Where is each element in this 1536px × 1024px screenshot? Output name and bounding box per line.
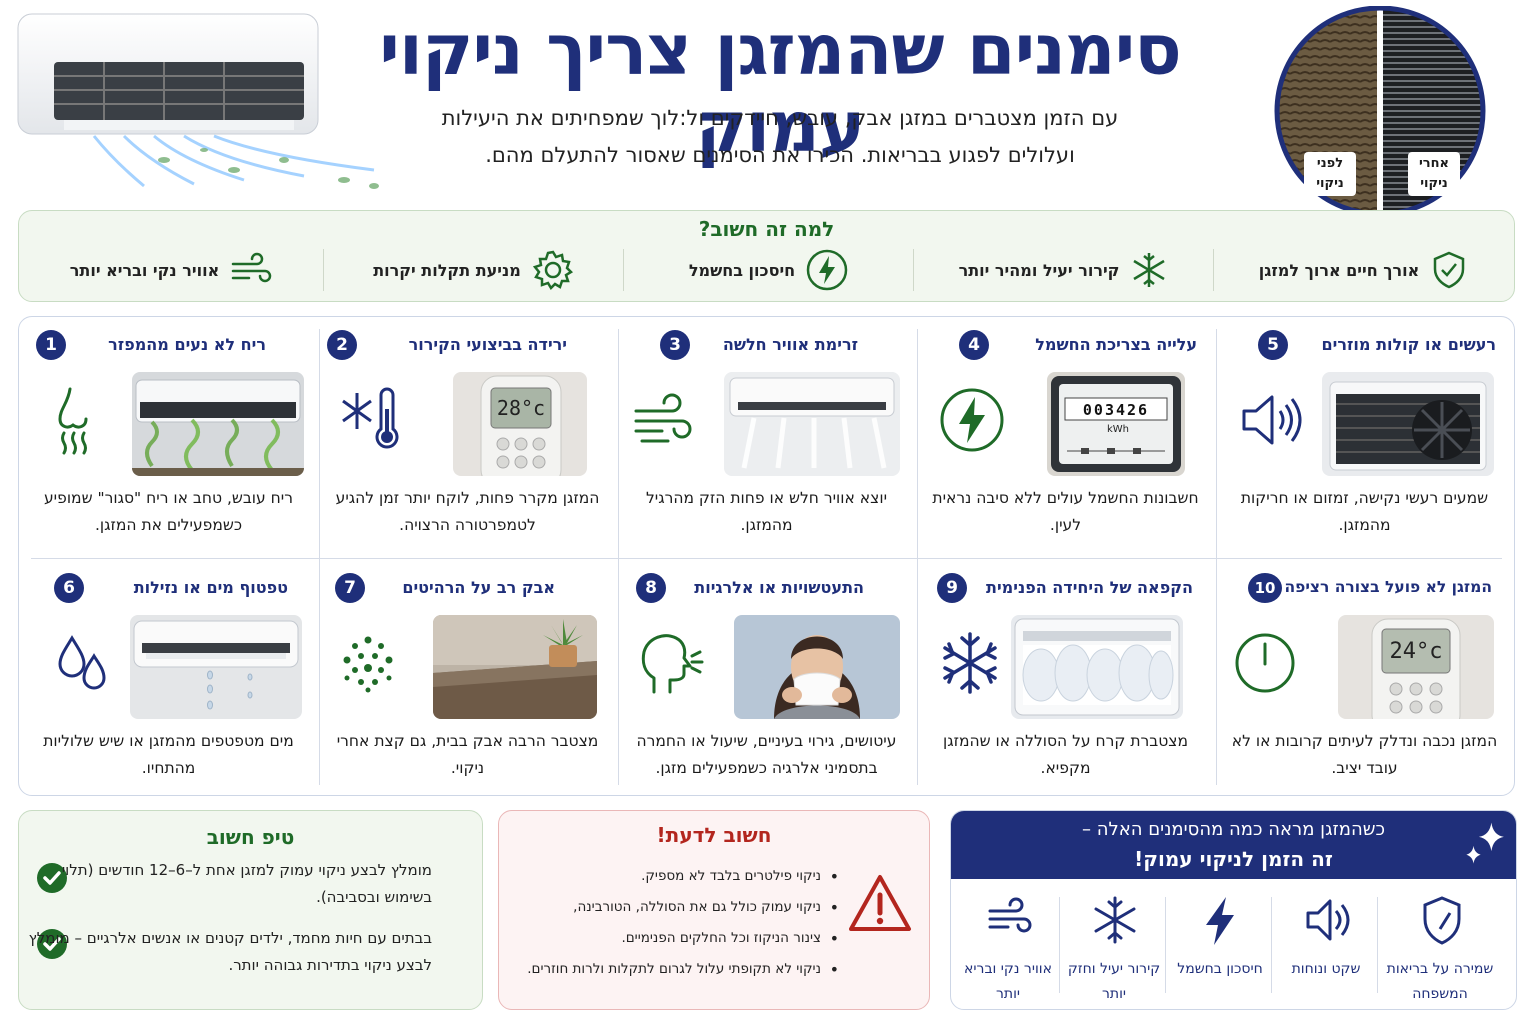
snowflake-icon	[935, 628, 1005, 698]
warning-title: חשוב לדעת!	[656, 823, 772, 847]
signs-grid	[18, 316, 1515, 796]
benefit-label: שמירה על בריאות המשפחה	[1386, 961, 1494, 1002]
sign-description: שמעים רעשי נקישה, זמזום או חריקות מהמזגן.	[1240, 489, 1489, 534]
why-label: קירור יעיל ומהיר יותר	[958, 260, 1120, 280]
callout-line-1: כשהמזגן מראה כמה מהסימנים האלה –	[1082, 819, 1385, 840]
sign-number: 9	[937, 573, 967, 603]
lightning-icon	[805, 248, 849, 292]
nose-icon	[38, 385, 108, 455]
shield-check-icon	[1429, 250, 1469, 290]
why-item-long-life	[1214, 245, 1514, 295]
smelly-ac-photo	[132, 372, 304, 476]
sign-title: אבק רב על הרהיטים	[402, 578, 555, 597]
frozen-coil-photo	[1011, 615, 1183, 719]
power-icon	[1230, 628, 1300, 698]
sign-card-8	[617, 560, 916, 800]
after-label: אחרי ניקוי	[1408, 152, 1460, 196]
sign-description: מצטבר הרבה אבק בבית, גם קצת אחרי ניקוי.	[336, 732, 599, 777]
warning-box	[498, 810, 930, 1010]
why-item-clean-air	[19, 245, 324, 295]
sign-card-10	[1215, 560, 1514, 800]
sign-description: המזגן מקרר פחות, לוקח יותר זמן להגיע לטמפרטורה הרצויה.	[335, 489, 600, 534]
why-item-prevent-faults	[324, 245, 624, 295]
sneeze-icon	[636, 628, 706, 698]
sign-number: 8	[636, 573, 666, 603]
sign-title: התעטשויות או אלרגיות	[694, 578, 864, 597]
meter-unit: kWh	[1107, 424, 1130, 435]
sign-number: 2	[327, 330, 357, 360]
sign-description: ריח עובש, טחב או ריח "סגור" שמופיע כשמפעילים את המזגן.	[43, 489, 294, 534]
wind-icon	[229, 250, 273, 290]
before-label: לפני ניקוי	[1304, 152, 1356, 196]
wind-icon	[986, 895, 1034, 941]
benefit-label: קירור יעיל וחזק יותר	[1067, 961, 1161, 1002]
warning-triangle-icon	[847, 873, 913, 933]
thermometer-snowflake-icon	[337, 385, 407, 455]
benefit-label: אוויר נקי ובריא יותר	[964, 961, 1052, 1002]
sign-title: טפטוף מים או נזילות	[133, 578, 288, 597]
warning-item: • ניקוי פילטרים בלבד לא מספיק.	[521, 861, 841, 892]
speaker-icon	[1304, 895, 1350, 945]
subtitle-line-1: עם הזמן מצטברים במזגן אבק, עובש, חיידקים ול:לוך שמפחיתים את היעילות	[441, 106, 1119, 130]
sign-card-7	[318, 560, 617, 800]
sign-number: 6	[54, 573, 84, 603]
warning-item: • ניקוי עמוק כולל גם את הסוללה, הטורבינה,	[521, 892, 841, 923]
tip-box	[18, 810, 483, 1010]
page-title: סימנים שהמזגן צריך ניקוי עמוק	[379, 9, 1181, 168]
sign-number: 4	[959, 330, 989, 360]
sign-title: ירידה בביצועי הקירור	[408, 335, 567, 354]
sign-card-2	[318, 317, 617, 557]
sign-title: המזגן לא פועל בצורה רציפה	[1284, 578, 1492, 596]
callout-header	[951, 811, 1516, 879]
gear-icon	[531, 248, 575, 292]
speaker-icon	[1236, 385, 1306, 455]
sign-card-9	[916, 560, 1215, 800]
sneezing-woman-photo	[734, 615, 900, 719]
dust-icon	[333, 628, 403, 698]
tip-title: טיפ חשוב	[206, 825, 295, 849]
sign-title: הקפאה של היחידה הפנימית	[986, 578, 1193, 597]
sign-card-5	[1215, 317, 1514, 557]
water-drops-icon	[48, 628, 118, 698]
benefit-label: שקט ונוחות	[1291, 961, 1361, 977]
dripping-ac-photo	[130, 615, 302, 719]
sign-title: עלייה בצריכת החשמל	[1035, 335, 1197, 354]
fan-unit-photo	[1322, 372, 1494, 476]
remote-28-photo	[453, 372, 587, 476]
lightning-icon	[1200, 895, 1240, 947]
sign-title: זרימת אוויר חלשה	[722, 335, 858, 354]
why-item-save-electricity	[624, 245, 914, 295]
sign-description: עיטושים, גירוי בעיניים, שיעול או החמרה בתסמיני אלרגיה כשמפעילים מזגן.	[636, 732, 897, 777]
remote-display: 24°c	[1389, 639, 1443, 664]
why-item-efficient-cooling	[914, 245, 1214, 295]
sign-card-4	[916, 317, 1215, 557]
tip-item-1: מומלץ לבצע ניקוי עמוק למזגן אחת ל–6–12 חודשים (תלוי בשימוש ובסביבה).	[61, 861, 432, 906]
sign-description: יוצא אוויר חלש או פחות הזק מהרגיל מהמזגן.	[645, 489, 888, 534]
sign-number: 10	[1248, 573, 1282, 603]
benefit-quiet	[1276, 889, 1376, 1009]
warning-list	[521, 861, 841, 985]
benefit-family-health	[1380, 889, 1500, 1009]
remote-display: 28°c	[496, 396, 546, 420]
why-label: מניעת תקלות יקרות	[373, 260, 521, 280]
weak-airflow-photo	[724, 372, 900, 476]
benefit-clean-air	[958, 889, 1058, 1009]
sign-card-3	[617, 317, 916, 557]
subtitle-line-2: ועלולים לפגוע בבריאות. הכירו את הסימנים שאסור להתעלם מהם.	[485, 143, 1075, 167]
meter-reading: 003426	[1082, 401, 1150, 419]
benefit-label: חיסכון בחשמל	[1177, 961, 1263, 977]
sign-title: ריח לא נעים מהמפזר	[108, 335, 266, 354]
tip-item-2: בבתים עם חיות מחמד, ילדים קטנים או אנשים אלרגיים – מומלץ לבצע ניקוי בתדירות גבוהה יותר.	[28, 929, 432, 974]
why-label: אוויר נקי ובריא יותר	[69, 260, 220, 280]
sparkle-icon	[1461, 819, 1511, 869]
page-subtitle	[360, 100, 1200, 174]
warning-item: • ניקוי לא תקופתי עלול לגרום לתקלות ולרות חוזרים.	[521, 954, 841, 985]
snowflake-icon	[1092, 895, 1138, 945]
snowflake-icon	[1129, 250, 1169, 290]
sign-number: 7	[335, 573, 365, 603]
sign-description: מצטברת קרח על הסוללה או שהמזגן מקפיא.	[942, 732, 1189, 777]
why-label: חיסכון בחשמל	[688, 260, 796, 280]
dusty-table-photo	[433, 615, 597, 719]
callout-line-2: זה הזמן לניקוי עמוק!	[1134, 847, 1333, 871]
benefit-efficient-cooling	[1064, 889, 1164, 1009]
why-important-section	[18, 210, 1515, 302]
lightning-circle-icon	[937, 385, 1007, 455]
electric-meter-photo	[1047, 372, 1185, 476]
shield-icon	[1420, 895, 1464, 947]
sign-title: רעשים או קולות מוזרים	[1321, 335, 1496, 354]
wind-icon	[628, 385, 698, 455]
why-title: למה זה חשוב?	[698, 217, 835, 241]
sign-number: 5	[1258, 330, 1288, 360]
sign-description: המזגן נכבה ונדלק לעיתים קרובות או לא עובד יציב.	[1231, 732, 1498, 777]
benefit-save-electricity	[1170, 889, 1270, 1009]
remote-24-photo	[1338, 615, 1494, 719]
sign-card-6	[19, 560, 318, 800]
sign-number: 3	[660, 330, 690, 360]
sign-description: מים מטפטפים מהמזגן או שיש שלוליות מהתחיו.	[43, 732, 294, 777]
ac-unit-illustration	[14, 10, 414, 200]
sign-number: 1	[36, 330, 66, 360]
deep-clean-callout	[950, 810, 1517, 1010]
why-label: אורך חיים ארוך למזגן	[1258, 260, 1420, 280]
filter-before-after-image	[1270, 6, 1490, 216]
sign-description: חשבונות החשמל עולים ללא סיבה נראית לעין.	[932, 489, 1199, 534]
warning-item: • צינור הניקוז וכל החלקים הפנימיים.	[521, 923, 841, 954]
sign-card-1	[19, 317, 318, 557]
